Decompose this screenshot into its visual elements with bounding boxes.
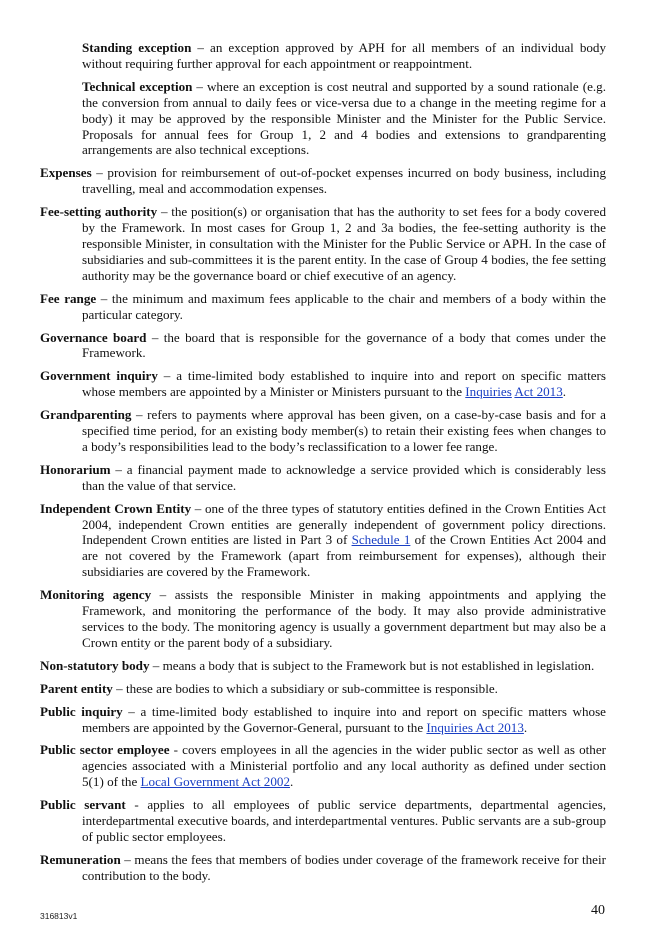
glossary-entry xyxy=(40,704,606,736)
definition-text: . xyxy=(523,719,528,735)
glossary-term: Non-statutory body xyxy=(40,657,150,673)
glossary-entry xyxy=(40,658,606,674)
definition-text: – one of the three types of statutory entities defined in the Crown Entities Act 2004, independent Crown entities are generally independent of government policy directions. Independent Crown entities are listed in Part 3 of xyxy=(82,500,606,548)
glossary-term: Fee range xyxy=(40,290,97,306)
glossary-entry xyxy=(40,407,606,455)
definition-text: – a time-limited body established to inquire into and report on specific matters whose members are appointed by a Minister or Ministers pursuant to the xyxy=(82,368,606,400)
glossary-entry xyxy=(40,501,606,581)
glossary-entry xyxy=(40,681,606,697)
glossary-entry xyxy=(40,462,606,494)
glossary-term: Independent Crown Entity xyxy=(40,500,192,516)
definition-text: – provision for reimbursement of out-of-pocket expenses incurred on body business, including travelling, meal and accommodation expenses. xyxy=(82,165,606,197)
glossary-term: Monitoring agency xyxy=(40,587,152,603)
glossary-entry xyxy=(40,40,606,72)
glossary-term: Parent entity xyxy=(40,680,113,696)
legislation-link[interactable]: Local Government Act 2002 xyxy=(140,774,290,790)
glossary-entry xyxy=(40,204,606,284)
definition-text: – the minimum and maximum fees applicable to the chair and members of a body within the particular category. xyxy=(82,290,606,322)
glossary-term: Expenses xyxy=(40,165,92,181)
legislation-link[interactable]: Inquiries xyxy=(465,384,512,400)
glossary-entry xyxy=(40,291,606,323)
glossary-entry xyxy=(40,742,606,790)
definition-text: . xyxy=(290,774,294,790)
glossary-term: Standing exception xyxy=(82,40,192,55)
definition-text: – an exception approved by APH for all members of an individual body without requiring further approval for each appointment or reappointment. xyxy=(82,40,607,71)
glossary-term: Government inquiry xyxy=(40,368,158,384)
glossary-term: Honorarium xyxy=(40,461,111,477)
definition-text: – these are bodies to which a subsidiary or sub-committee is responsible. xyxy=(112,680,498,696)
glossary-entry xyxy=(40,587,606,651)
definition-text: – means a body that is subject to the Framework but is not established in legislation. xyxy=(149,657,595,673)
definition-text: - covers employees in all the agencies in the wider public sector as well as other agencies associated with a Ministerial portfolio and any local authority as defined under section 5(1) of the xyxy=(82,742,606,790)
glossary-page xyxy=(40,40,606,891)
glossary-entry xyxy=(40,79,606,159)
definition-text: – the position(s) or organisation that has the authority to set fees for a body covered by the Framework. In most cases for Group 1, 2 and 3a bodies, the fee-setting authority is the responsible Minister, in consultation with the Minister for the Public Service or APH. In the case of subsidiaries and sub-committees it is the parent entity. In the case of Group 4 bodies, the fee setting authority may be the governance board or chief executive of an agency. xyxy=(82,204,606,283)
page-number: 40 xyxy=(591,903,605,918)
glossary-term: Public servant xyxy=(40,797,126,813)
glossary-term: Remuneration xyxy=(40,851,121,867)
legislation-link[interactable]: Inquiries Act 2013 xyxy=(426,719,524,735)
definition-text: – assists the responsible Minister in making appointments and applying the Framework, and monitoring the performance of the body. It may also provide administrative services to the body. The monitoring agency is usually a government department but may also be a Crown entity or the parent body of a subsidiary. xyxy=(82,587,606,650)
definition-text: – a time-limited body established to inquire into and report on specific matters whose members are appointed by the Governor-General, pursuant to the xyxy=(82,703,606,735)
definition-text: – means the fees that members of bodies under coverage of the framework receive for their contribution to the body. xyxy=(82,851,606,883)
document-reference: 316813v1 xyxy=(40,911,78,921)
definition-text: – the board that is responsible for the governance of a body that comes under the Framework. xyxy=(82,329,606,361)
glossary-entry xyxy=(40,330,606,362)
glossary-term: Public inquiry xyxy=(40,703,123,719)
definition-text: – where an exception is cost neutral and supported by a sound rationale (e.g. the conversion from annual to daily fees or vice-versa due to a change in the meeting regime for a body) it may be approved by the responsible Minister and the Minister for the Public Service. Proposals for annual fees for Group 1, 2 and 4 bodies and extensions to grandparenting arrangements are also technical exceptions. xyxy=(82,78,606,158)
glossary-entry xyxy=(40,368,606,400)
glossary-entry xyxy=(40,797,606,845)
definition-text: – refers to payments where approval has been given, on a case-by-case basis and for a specified time period, for an existing body member(s) to retain their existing fees when changes to a body’s responsibilities lead to the body’s reclassification to a lower fee range. xyxy=(82,407,606,454)
glossary-term: Grandparenting xyxy=(40,407,132,423)
glossary-term: Fee-setting authority xyxy=(40,204,158,220)
definition-text: of the Crown Entities Act 2004 and are not covered by the Framework (apart from reimbursement for expenses), although their subsidiaries are covered by the Framework. xyxy=(82,532,606,580)
definition-text: – a financial payment made to acknowledge a service provided which is considerably less than the value of that service. xyxy=(82,461,606,493)
definition-text: - applies to all employees of public service departments, departmental agencies, interdepartmental executive boards, and interdepartmental ventures. Public servants are a sub-group of public sector employees. xyxy=(82,797,606,844)
definition-text: . xyxy=(562,384,567,400)
glossary-term: Public sector employee xyxy=(40,742,170,758)
glossary-term: Governance board xyxy=(40,329,147,345)
glossary-entry xyxy=(40,852,606,884)
glossary-entry xyxy=(40,165,606,197)
glossary-term: Technical exception xyxy=(82,78,193,94)
legislation-link[interactable]: Schedule 1 xyxy=(351,532,411,548)
legislation-link[interactable]: Act 2013 xyxy=(514,384,563,400)
